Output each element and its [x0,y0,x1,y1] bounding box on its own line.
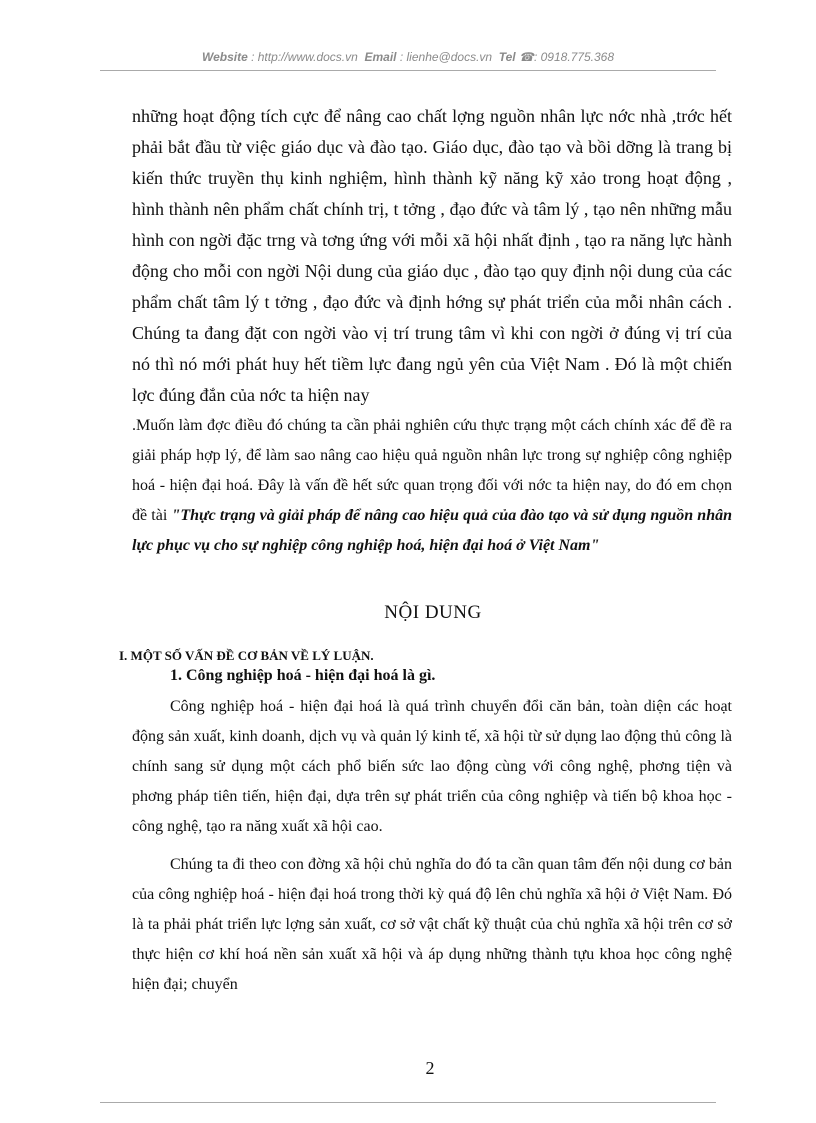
topic-title: "Thực trạng và giải pháp để nâng cao hiệu quả của đào tạo và sử dụng nguồn nhân lực phục vụ cho sự nghiệp công nghiệp hoá, hiện đại hoá ở Việt Nam" [132,507,732,554]
body-paragraph-2: Chúng ta đi theo con đờng xã hội chủ nghĩa do đó ta cần quan tâm đến nội dung cơ bản của công nghiệp hoá - hiện đại hoá trong thời kỳ quá độ lên chủ nghĩa xã hội ở Việt Nam. Đó là ta phải phát triển lực lợng sản xuất, cơ sở vật chất kỹ thuật của chủ nghĩa xã hội trên cơ sở thực hiện cơ khí hoá nền sản xuất xã hội và áp dụng những thành tựu khoa học công nghệ hiện đại; chuyển [132,856,732,993]
document-body [119,101,732,1000]
page-number: 2 [425,1058,435,1078]
email-value: : lienhe@docs.vn [399,50,493,64]
intro-paragraph-continued-text: .Muốn làm đợc điều đó chúng ta cần phải nghiên cứu thực trạng một cách chính xác để đề ra giải pháp hợp lý, để làm sao nâng cao hiệu quả nguồn nhân lực trong sự nghiệp công nghiệp hoá - hiện đại hoá. Đây là vấn đề hết sức quan trọng đối với nớc ta hiện nay, do đó em chọn đề tài [132,417,732,524]
footer-divider [100,1102,716,1103]
intro-paragraph-continued [132,411,732,561]
email-label: Email [364,50,397,64]
page-header [0,50,816,64]
body-paragraph-1: Công nghiệp hoá - hiện đại hoá là quá trình chuyển đổi căn bản, toàn diện các hoạt động sản xuất, kinh doanh, dịch vụ và quản lý kinh tế, xã hội từ sử dụng lao động thủ công là chính sang sử dụng một cách phổ biến sức lao động cùng với công nghệ, phơng tiện và phơng pháp tiên tiến, hiện đại, dựa trên sự phát triển của công nghiệp và tiến bộ khoa học - công nghệ, tạo ra năng xuất xã hội cao. [132,698,732,835]
heading-level-2: 1. Công nghiệp hoá - hiện đại hoá là gì. [170,667,436,684]
header-divider [100,70,716,71]
section-title: NỘI DUNG [384,602,482,623]
intro-paragraph: những hoạt động tích cực để nâng cao chất lợng nguồn nhân lực nớc nhà ,trớc hết phải bắt đầu từ việc giáo dục và đào tạo. Giáo dục, đào tạo và bồi dỡng là trang bị kiến thức truyền thụ kinh nghiệm, hình thành kỹ năng kỹ xảo trong hoạt động , hình thành nên phẩm chất chính trị, t tởng , đạo đức và tâm lý , tạo nên những mẫu hình con ngời đặc trng và tơng ứng với mỗi xã hội nhất định , tạo ra năng lực hành động cho mỗi con ngời Nội dung của giáo dục , đào tạo quy định nội dung của các phẩm chất tâm lý t tởng , đạo đức và định hớng sự phát triển của mỗi nhân cách . Chúng ta đang đặt con ngời vào vị trí trung tâm vì khi con ngời ở đúng vị trí của nó thì nó mới phát huy hết tiềm lực đang ngủ yên của Việt Nam . Đó là một chiến lợc đúng đắn của nớc ta hiện nay [132,106,732,405]
heading-level-1: I. MỘT SỐ VẤN ĐỀ CƠ BẢN VỀ LÝ LUẬN. [119,648,374,663]
website-label: Website [201,50,248,64]
tel-label: Tel [498,50,516,64]
website-value: : http://www.docs.vn [251,50,358,64]
phone-icon: ☎ [519,50,534,64]
tel-value: : 0918.775.368 [533,50,615,64]
